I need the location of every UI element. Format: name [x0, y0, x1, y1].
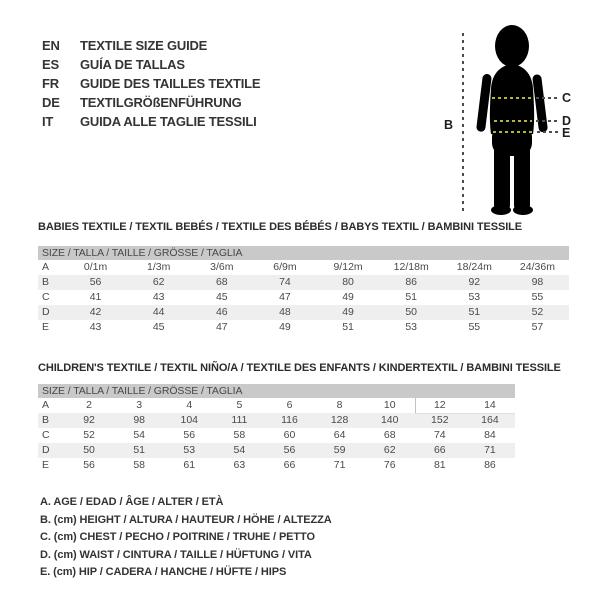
table-cell: 140 — [380, 414, 399, 426]
table-cell: 3/6m — [210, 261, 234, 273]
table-cell: 51 — [405, 291, 418, 303]
table-cell: 53 — [468, 291, 481, 303]
children-table-title: CHILDREN'S TEXTILE / TEXTIL NIÑO/A / TEXTILE DES ENFANTS / KINDERTEXTIL / BAMBINI TESSILE — [38, 362, 561, 374]
silhouette-torso — [490, 64, 534, 134]
language-row — [42, 74, 260, 93]
table-cell: 152 — [431, 414, 449, 426]
table-cell: 80 — [342, 276, 354, 288]
label-e: E — [562, 126, 571, 140]
label-d: D — [562, 114, 572, 128]
table-cell: 2 — [86, 399, 92, 411]
table-cell: 51 — [342, 321, 354, 333]
table-cell: 41 — [89, 291, 102, 303]
table-cell: 56 — [83, 459, 95, 471]
table-row-c — [38, 290, 569, 305]
row-label: C — [42, 429, 50, 441]
language-title: GUIDE DES TAILLES TEXTILE — [80, 76, 261, 91]
table-cell: 4 — [186, 399, 193, 411]
table-cell: 62 — [152, 276, 165, 288]
language-row — [42, 93, 260, 112]
table-cell: 45 — [215, 291, 228, 303]
language-title: TEXTILGRÖßENFÜHRUNG — [80, 95, 242, 110]
table-cell: 164 — [481, 414, 499, 426]
table-cell: 56 — [183, 429, 196, 441]
table-cell: 14 — [465, 398, 515, 413]
table-cell: 64 — [333, 429, 346, 441]
table-cell: 50 — [405, 306, 418, 318]
table-row-a — [38, 398, 515, 413]
language-title: GUÍA DE TALLAS — [80, 57, 185, 72]
language-title: GUIDA ALLE TAGLIE TESSILI — [80, 114, 257, 129]
table-cell: 62 — [383, 444, 396, 456]
silhouette-right-leg — [514, 142, 530, 212]
language-list — [42, 36, 260, 131]
language-code: FR — [42, 76, 59, 91]
legend-line: B. (cm) HEIGHT / ALTURA / HAUTEUR / HÖHE / ALTEZZA — [40, 513, 332, 526]
language-title: TEXTILE SIZE GUIDE — [80, 38, 208, 53]
label-b: B — [444, 118, 454, 132]
table-cell: 92 — [83, 414, 95, 426]
table-cell: 55 — [531, 291, 544, 303]
table-cell: 51 — [468, 306, 481, 318]
table-cell: 12/18m — [393, 261, 429, 273]
table-cell: 49 — [342, 306, 354, 318]
measurement-figure — [430, 10, 600, 225]
table-cell: 86 — [484, 459, 496, 471]
table-cell: 66 — [433, 444, 446, 456]
hip-line-e-ext — [537, 131, 558, 133]
table-cell: 92 — [468, 276, 481, 288]
row-label: D — [42, 306, 50, 318]
silhouette-right-foot — [513, 205, 533, 215]
table-cell: 1/3m — [147, 261, 171, 273]
row-label: B — [42, 276, 50, 288]
table-cell: 57 — [531, 321, 544, 333]
table-cell: 84 — [484, 429, 496, 441]
language-row — [42, 55, 260, 74]
table-cell: 48 — [279, 306, 291, 318]
height-line-b — [462, 33, 464, 213]
chest-line-c — [492, 97, 532, 99]
row-label: E — [42, 459, 50, 471]
language-code: IT — [42, 114, 54, 129]
table-cell: 49 — [342, 291, 354, 303]
table-cell: 116 — [281, 414, 298, 426]
table-cell: 86 — [405, 276, 418, 288]
table-row-b — [38, 275, 569, 290]
table-cell: 56 — [283, 444, 296, 456]
table-row-a — [38, 260, 569, 275]
table-cell: 47 — [279, 291, 291, 303]
table-cell: 128 — [330, 414, 349, 426]
legend-line: E. (cm) HIP / CADERA / HANCHE / HÜFTE / HIPS — [40, 566, 287, 579]
table-cell: 53 — [405, 321, 418, 333]
silhouette-left-leg — [494, 142, 510, 212]
table-cell: 104 — [180, 414, 199, 426]
language-row — [42, 36, 260, 55]
table-cell: 81 — [433, 459, 446, 471]
table-row-b — [38, 413, 515, 428]
table-cell: 66 — [283, 459, 296, 471]
chest-line-c-ext — [536, 97, 558, 99]
language-code: DE — [42, 95, 60, 110]
row-label: E — [42, 321, 50, 333]
hip-line-e — [493, 131, 533, 133]
table-cell: 52 — [83, 429, 95, 441]
language-row — [42, 112, 260, 131]
table-cell: 55 — [468, 321, 481, 333]
table-row-e — [38, 320, 569, 335]
table-cell: 59 — [333, 444, 346, 456]
table-cell: 0/1m — [83, 261, 108, 273]
babies-size-table — [38, 246, 569, 335]
silhouette-head — [495, 25, 529, 67]
children-size-table — [38, 384, 515, 473]
table-cell: 68 — [383, 429, 396, 441]
label-c: C — [562, 91, 572, 105]
silhouette-left-arm — [476, 74, 492, 133]
table-cell: 53 — [183, 444, 196, 456]
table-cell: 47 — [215, 321, 228, 333]
table-cell: 45 — [152, 321, 165, 333]
table-cell: 43 — [152, 291, 165, 303]
measurement-legend — [40, 494, 332, 582]
table-cell: 71 — [484, 444, 496, 456]
row-label: B — [42, 414, 50, 426]
child-silhouette-icon — [475, 22, 555, 222]
babies-table-title: BABIES TEXTILE / TEXTIL BEBÉS / TEXTILE DES BÉBÉS / BABYS TEXTIL / BAMBINI TESSILE — [38, 221, 523, 233]
table-cell: 43 — [89, 321, 102, 333]
table-cell: 63 — [233, 459, 246, 471]
legend-line: D. (cm) WAIST / CINTURA / TAILLE / HÜFTUNG / VITA — [40, 548, 312, 561]
table-cell: 50 — [83, 444, 95, 456]
table-cell: 8 — [336, 399, 343, 411]
row-label: A — [42, 399, 50, 411]
table-cell: 18/24m — [456, 261, 492, 273]
table-cell: 61 — [183, 459, 196, 471]
row-label: A — [42, 261, 50, 273]
table-cell: 12 — [415, 398, 465, 413]
table-cell: 24/36m — [519, 261, 555, 273]
table-cell: 98 — [531, 276, 544, 288]
size-header-bar: SIZE / TALLA / TAILLE / GRÖSSE / TAGLIA — [38, 384, 515, 398]
silhouette-left-foot — [491, 205, 511, 215]
table-cell: 71 — [333, 459, 346, 471]
table-row-d — [38, 443, 515, 458]
table-cell: 54 — [133, 429, 145, 441]
silhouette-right-arm — [532, 74, 548, 133]
table-cell: 10 — [383, 399, 396, 411]
table-cell: 56 — [89, 276, 102, 288]
table-cell: 68 — [215, 276, 228, 288]
row-label: C — [42, 291, 50, 303]
legend-line: A. AGE / EDAD / ÂGE / ALTER / ETÀ — [40, 496, 224, 508]
table-cell: 54 — [233, 444, 246, 456]
language-code: ES — [42, 57, 59, 72]
table-row-d — [38, 305, 569, 320]
table-row-e — [38, 458, 515, 473]
size-header-bar: SIZE / TALLA / TAILLE / GRÖSSE / TAGLIA — [38, 246, 569, 260]
table-cell: 111 — [231, 414, 248, 426]
waist-line-d-ext — [536, 120, 558, 122]
table-cell: 6 — [286, 399, 293, 411]
table-cell: 3 — [136, 399, 143, 411]
language-code: EN — [42, 38, 60, 53]
table-cell: 5 — [236, 399, 243, 411]
table-row-c — [38, 428, 515, 443]
table-cell: 98 — [133, 414, 145, 426]
table-cell: 49 — [279, 321, 291, 333]
table-cell: 9/12m — [333, 261, 363, 273]
table-cell: 6/9m — [273, 261, 297, 273]
table-cell: 52 — [531, 306, 544, 318]
table-cell: 46 — [215, 306, 228, 318]
table-cell: 44 — [152, 306, 165, 318]
table-cell: 58 — [233, 429, 246, 441]
waist-line-d — [494, 120, 532, 122]
table-cell: 74 — [433, 429, 446, 441]
table-cell: 51 — [133, 444, 145, 456]
table-cell: 76 — [383, 459, 396, 471]
table-cell: 42 — [89, 306, 102, 318]
table-cell: 60 — [283, 429, 296, 441]
row-label: D — [42, 444, 50, 456]
table-cell: 58 — [133, 459, 145, 471]
legend-line: C. (cm) CHEST / PECHO / POITRINE / TRUHE / PETTO — [40, 531, 315, 544]
table-cell: 74 — [279, 276, 291, 288]
